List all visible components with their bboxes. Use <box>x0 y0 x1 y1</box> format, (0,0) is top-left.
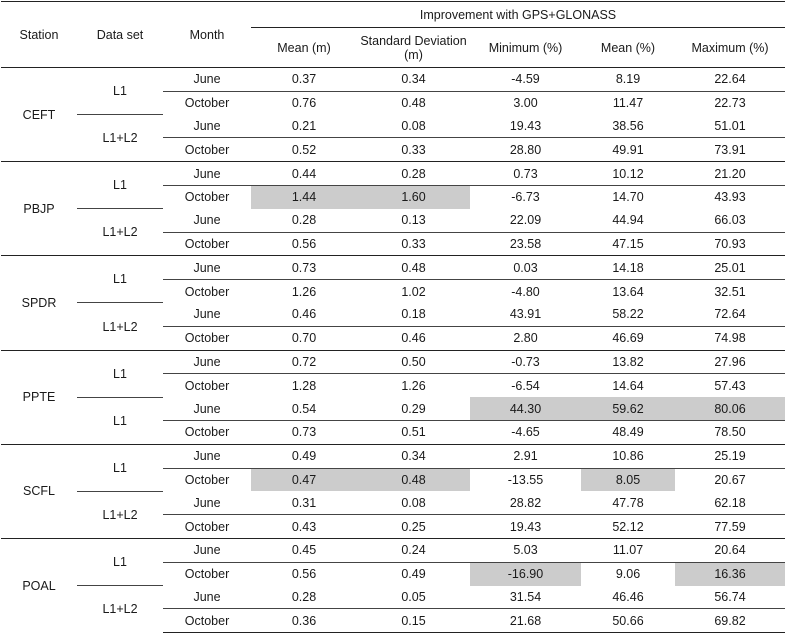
mean-pct-cell: 11.07 <box>581 538 675 562</box>
mean-pct-cell: 48.49 <box>581 420 675 444</box>
sd-m-cell: 0.51 <box>357 420 470 444</box>
min-pct-cell: 19.43 <box>509 118 542 133</box>
mean-m-cell: 0.49 <box>251 444 357 468</box>
mean-pct-cell: 13.64 <box>581 280 675 303</box>
max-pct-cell: 22.64 <box>714 72 746 87</box>
min-pct-cell: -4.65 <box>470 420 581 444</box>
month-cell: October <box>163 138 251 162</box>
max-pct-cell: 70.93 <box>675 232 785 256</box>
max-pct-cell: 80.06 <box>675 397 785 420</box>
mean-pct-cell: 8.19 <box>615 72 641 87</box>
sd-m-cell: 0.18 <box>401 307 426 322</box>
sd-m-cell: 0.24 <box>357 538 470 562</box>
mean-pct-cell: 59.62 <box>581 397 675 420</box>
table-row <box>1 115 785 138</box>
max-pct-cell: 20.67 <box>675 468 785 491</box>
min-pct-cell: -6.73 <box>470 185 581 208</box>
min-pct-cell: 19.43 <box>470 515 581 539</box>
mean-pct-cell: 52.12 <box>581 515 675 539</box>
month-cell: June <box>193 495 221 510</box>
improvement-group-header: Improvement with GPS+GLONASS <box>251 2 785 28</box>
mean-m-cell: 0.54 <box>291 401 317 416</box>
station-cell: PBJP <box>1 162 77 256</box>
max-pct-cell: 25.19 <box>675 444 785 468</box>
min-pct-cell: 3.00 <box>470 91 581 114</box>
min-pct-cell: 0.73 <box>470 162 581 186</box>
data-set-cell: L1 <box>77 397 163 444</box>
mean-m-cell: 0.56 <box>251 562 357 585</box>
data-set-cell: L1+L2 <box>77 209 163 256</box>
data-set-cell: L1 <box>77 350 163 397</box>
mean-pct-cell: 38.56 <box>612 118 644 133</box>
sd-m-cell: 0.33 <box>357 138 470 162</box>
sd-m-cell: 0.33 <box>357 232 470 256</box>
table-row <box>1 68 785 92</box>
month-cell: June <box>163 256 251 280</box>
max-pct-header: Maximum (%) <box>691 40 769 55</box>
min-pct-cell: 28.80 <box>470 138 581 162</box>
month-cell: October <box>163 280 251 303</box>
table-row <box>1 303 785 326</box>
max-pct-cell: 51.01 <box>714 118 746 133</box>
month-cell: October <box>163 185 251 208</box>
mean-pct-cell: 58.22 <box>612 307 644 322</box>
sd-m-cell: 0.08 <box>401 495 426 510</box>
mean-m-cell: 0.52 <box>251 138 357 162</box>
table-row <box>1 538 785 562</box>
sd-m-cell: 1.26 <box>357 374 470 397</box>
table-header <box>1 2 785 68</box>
station-cell: CEFT <box>22 107 56 122</box>
mean-pct-cell: 11.47 <box>581 91 675 114</box>
mean-pct-cell: 14.70 <box>581 185 675 208</box>
sd-m-cell: 1.60 <box>357 185 470 208</box>
mean-m-cell: 0.28 <box>291 589 317 604</box>
mean-m-cell: 0.73 <box>251 420 357 444</box>
max-pct-cell: 56.74 <box>714 589 746 604</box>
min-pct-cell: 5.03 <box>470 538 581 562</box>
station-cell: PPTE <box>1 350 77 444</box>
min-pct-cell: -6.54 <box>470 374 581 397</box>
sd-m-cell: 0.28 <box>357 162 470 186</box>
month-cell: October <box>163 515 251 539</box>
month-cell: October <box>163 232 251 256</box>
max-pct-cell: 77.59 <box>675 515 785 539</box>
sd-m-cell: 0.46 <box>357 326 470 350</box>
table-row <box>1 162 785 186</box>
data-set-cell: L1 <box>77 444 163 491</box>
data-set-header: Data set <box>96 27 144 42</box>
table-row <box>1 350 785 374</box>
month-cell: October <box>163 609 251 633</box>
mean-pct-cell: 10.86 <box>581 444 675 468</box>
month-cell: June <box>193 118 221 133</box>
max-pct-cell: 78.50 <box>675 420 785 444</box>
mean-m-cell: 1.26 <box>251 280 357 303</box>
max-pct-cell: 69.82 <box>675 609 785 633</box>
month-cell: June <box>193 72 221 87</box>
table-body <box>1 68 785 633</box>
station-cell: SPDR <box>1 256 77 350</box>
table-row <box>1 256 785 280</box>
station-cell: SCFL <box>1 444 77 538</box>
max-pct-cell: 43.93 <box>675 185 785 208</box>
max-pct-cell: 66.03 <box>714 213 746 228</box>
mean-m-cell: 0.72 <box>251 350 357 374</box>
month-cell: October <box>163 420 251 444</box>
month-cell: October <box>163 374 251 397</box>
table-row <box>1 444 785 468</box>
sd-m-cell: 0.48 <box>357 256 470 280</box>
min-pct-cell: 22.09 <box>509 213 542 228</box>
data-set-cell: L1 <box>77 256 163 303</box>
sd-m-cell: 0.05 <box>401 589 426 604</box>
mean-pct-cell: 46.69 <box>581 326 675 350</box>
mean-m-cell: 0.43 <box>251 515 357 539</box>
max-pct-cell: 73.91 <box>675 138 785 162</box>
sd-m-cell: 0.34 <box>401 72 426 87</box>
station-cell: POAL <box>1 538 77 632</box>
mean-pct-cell: 50.66 <box>581 609 675 633</box>
table-row <box>1 209 785 232</box>
max-pct-cell: 32.51 <box>675 280 785 303</box>
max-pct-cell: 62.18 <box>714 495 746 510</box>
min-pct-cell: 44.30 <box>470 397 581 420</box>
min-pct-cell: 23.58 <box>470 232 581 256</box>
mean-m-cell: 0.76 <box>251 91 357 114</box>
month-cell: October <box>163 468 251 491</box>
mean-m-cell: 0.70 <box>251 326 357 350</box>
min-pct-cell: 43.91 <box>509 307 542 322</box>
mean-pct-cell: 13.82 <box>581 350 675 374</box>
min-pct-cell: -4.80 <box>470 280 581 303</box>
min-pct-cell: 0.03 <box>470 256 581 280</box>
max-pct-cell: 20.64 <box>675 538 785 562</box>
mean-pct-cell: 47.15 <box>581 232 675 256</box>
mean-m-cell: 0.21 <box>291 118 317 133</box>
data-set-cell: L1+L2 <box>77 115 163 162</box>
data-set-cell: L1+L2 <box>77 586 163 633</box>
mean-m-cell: 0.56 <box>251 232 357 256</box>
mean-pct-cell: 47.78 <box>612 495 644 510</box>
sd-m-cell: 0.34 <box>357 444 470 468</box>
table-row <box>1 491 785 514</box>
sd-m-header: Standard Deviation (m) <box>360 33 467 62</box>
mean-m-cell: 1.44 <box>251 185 357 208</box>
mean-pct-cell: 49.91 <box>581 138 675 162</box>
min-pct-cell: -4.59 <box>511 72 540 87</box>
month-cell: October <box>163 91 251 114</box>
mean-pct-cell: 44.94 <box>612 213 644 228</box>
mean-pct-cell: 10.12 <box>581 162 675 186</box>
min-pct-cell: -16.90 <box>470 562 581 585</box>
month-cell: October <box>163 326 251 350</box>
sd-m-cell: 0.25 <box>357 515 470 539</box>
month-cell: June <box>193 307 221 322</box>
max-pct-cell: 21.20 <box>675 162 785 186</box>
sd-m-cell: 0.08 <box>401 118 426 133</box>
sd-m-cell: 0.15 <box>357 609 470 633</box>
min-pct-cell: 28.82 <box>509 495 542 510</box>
month-cell: June <box>163 538 251 562</box>
table-row <box>1 397 785 420</box>
table-row <box>1 586 785 609</box>
max-pct-cell: 57.43 <box>675 374 785 397</box>
mean-m-cell: 0.45 <box>251 538 357 562</box>
mean-m-header: Mean (m) <box>277 40 331 55</box>
max-pct-cell: 22.73 <box>675 91 785 114</box>
station-header: Station <box>19 27 59 42</box>
data-set-cell: L1+L2 <box>77 303 163 350</box>
month-cell: June <box>193 589 221 604</box>
mean-pct-cell: 9.06 <box>581 562 675 585</box>
mean-m-cell: 0.31 <box>291 495 317 510</box>
sd-m-cell: 1.02 <box>357 280 470 303</box>
mean-pct-cell: 14.64 <box>581 374 675 397</box>
data-set-cell: L1 <box>77 538 163 585</box>
month-cell: October <box>163 562 251 585</box>
mean-pct-cell: 8.05 <box>581 468 675 491</box>
mean-m-cell: 0.36 <box>251 609 357 633</box>
max-pct-cell: 72.64 <box>714 307 746 322</box>
month-cell: June <box>163 162 251 186</box>
max-pct-cell: 16.36 <box>675 562 785 585</box>
mean-pct-cell: 46.46 <box>612 589 644 604</box>
month-cell: June <box>163 444 251 468</box>
max-pct-cell: 74.98 <box>675 326 785 350</box>
mean-pct-cell: 14.18 <box>581 256 675 280</box>
month-cell: June <box>193 401 221 416</box>
sd-m-cell: 0.13 <box>401 213 426 228</box>
min-pct-cell: -0.73 <box>470 350 581 374</box>
sd-m-cell: 0.50 <box>357 350 470 374</box>
mean-m-cell: 0.44 <box>251 162 357 186</box>
sd-m-cell: 0.29 <box>401 401 426 416</box>
mean-m-cell: 1.28 <box>251 374 357 397</box>
max-pct-cell: 27.96 <box>675 350 785 374</box>
min-pct-header: Minimum (%) <box>488 40 563 55</box>
sd-m-cell: 0.48 <box>357 91 470 114</box>
mean-m-cell: 0.73 <box>251 256 357 280</box>
results-table <box>1 1 785 633</box>
data-set-cell: L1 <box>113 84 127 99</box>
min-pct-cell: 2.91 <box>470 444 581 468</box>
min-pct-cell: 31.54 <box>509 589 542 604</box>
month-header: Month <box>189 27 225 42</box>
sd-m-cell: 0.49 <box>357 562 470 585</box>
min-pct-cell: -13.55 <box>470 468 581 491</box>
max-pct-cell: 25.01 <box>675 256 785 280</box>
month-cell: June <box>193 213 221 228</box>
mean-m-cell: 0.37 <box>291 72 317 87</box>
data-set-cell: L1+L2 <box>77 491 163 538</box>
min-pct-cell: 2.80 <box>470 326 581 350</box>
month-cell: June <box>163 350 251 374</box>
mean-m-cell: 0.46 <box>291 307 317 322</box>
mean-m-cell: 0.47 <box>251 468 357 491</box>
min-pct-cell: 21.68 <box>470 609 581 633</box>
data-set-cell: L1 <box>77 162 163 209</box>
mean-pct-header: Mean (%) <box>600 40 656 55</box>
sd-m-cell: 0.48 <box>357 468 470 491</box>
mean-m-cell: 0.28 <box>291 213 317 228</box>
